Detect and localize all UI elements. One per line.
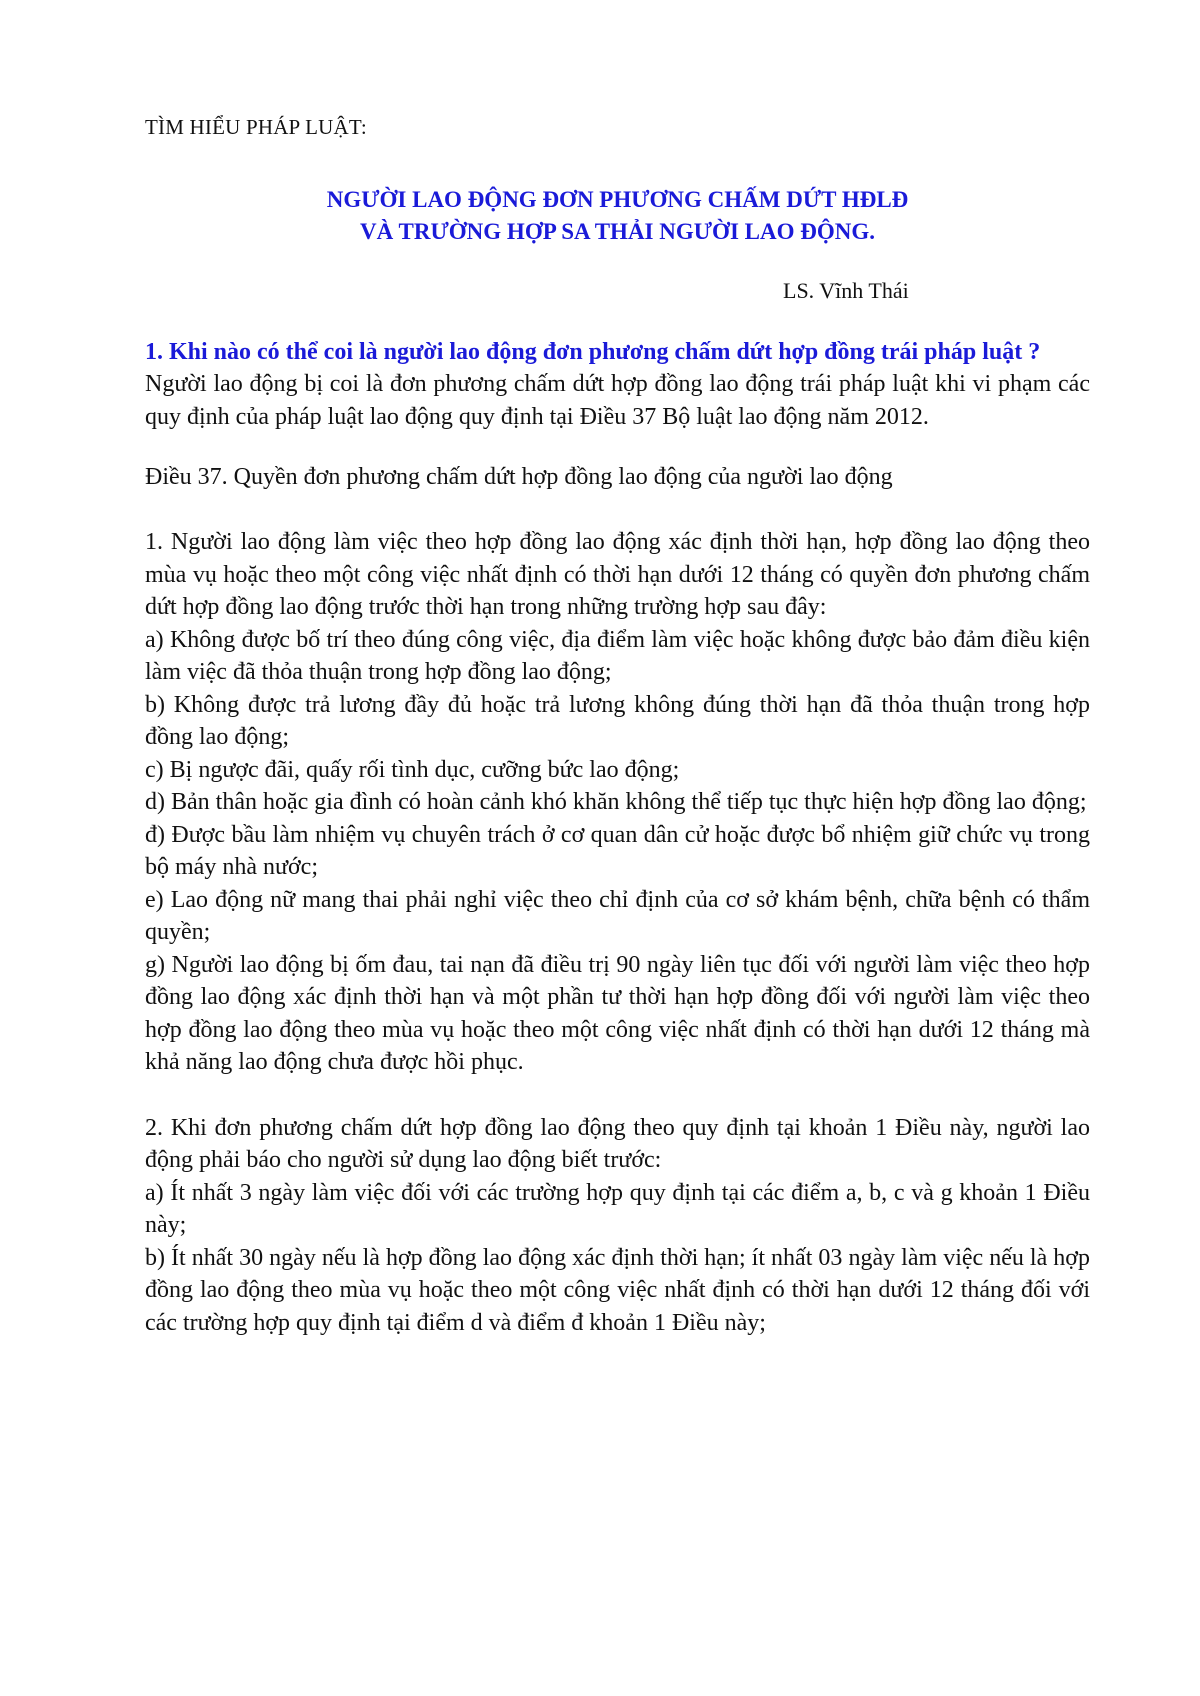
kicker-label: TÌM HIỂU PHÁP LUẬT: xyxy=(145,115,367,139)
clause-1-item-e: e) Lao động nữ mang thai phải nghỉ việc theo chỉ định của cơ sở khám bệnh, chữa bệnh có thẩm quyền; xyxy=(145,886,1090,945)
title-line-2: VÀ TRƯỜNG HỢP SA THẢI NGƯỜI LAO ĐỘNG. xyxy=(359,219,875,244)
clause-1-item-a: a) Không được bố trí theo đúng công việc, địa điểm làm việc hoặc không được bảo đảm điều kiện làm việc đã thỏa thuận trong hợp đồng lao động; xyxy=(145,626,1090,685)
clause-1-text: 1. Người lao động làm việc theo hợp đồng lao động xác định thời hạn, hợp đồng lao động theo mùa vụ hoặc theo một công việc nhất định có thời hạn dưới 12 tháng có quyền đơn phương chấm dứt hợp đồng lao động trước thời hạn trong những trường hợp sau đây: xyxy=(145,529,1090,620)
author-byline: LS. Vĩnh Thái xyxy=(783,278,909,303)
document-page xyxy=(145,112,1090,1339)
clause-2-item-b: b) Ít nhất 30 ngày nếu là hợp đồng lao động xác định thời hạn; ít nhất 03 ngày làm việc nếu là hợp đồng lao động theo mùa vụ hoặc theo một công việc nhất định có thời hạn dưới 12 tháng đối với các trường hợp quy định tại điểm d và điểm đ khoản 1 Điều này; xyxy=(145,1244,1090,1336)
clause-2-item-a: a) Ít nhất 3 ngày làm việc đối với các trường hợp quy định tại các điểm a, b, c và g khoản 1 Điều này; xyxy=(145,1179,1090,1238)
clause-1-item-dd: đ) Được bầu làm nhiệm vụ chuyên trách ở cơ quan dân cử hoặc được bổ nhiệm giữ chức vụ trong bộ máy nhà nước; xyxy=(145,821,1090,880)
title-line-1: NGƯỜI LAO ĐỘNG ĐƠN PHƯƠNG CHẤM DỨT HĐLĐ xyxy=(326,187,909,212)
clause-1-item-b: b) Không được trả lương đầy đủ hoặc trả lương không đúng thời hạn đã thỏa thuận trong hợp đồng lao động; xyxy=(145,691,1090,750)
article-37-title: Điều 37. Quyền đơn phương chấm dứt hợp đồng lao động của người lao động xyxy=(145,464,893,490)
clause-2-text: 2. Khi đơn phương chấm dứt hợp đồng lao động theo quy định tại khoản 1 Điều này, người lao động phải báo cho người sử dụng lao động biết trước: xyxy=(145,1114,1090,1173)
document-title xyxy=(145,184,1090,248)
clause-1-item-d: d) Bản thân hoặc gia đình có hoàn cảnh khó khăn không thể tiếp tục thực hiện hợp đồng lao động; xyxy=(145,789,1087,815)
section-1-heading: 1. Khi nào có thể coi là người lao động đơn phương chấm dứt hợp đồng trái pháp luật ? xyxy=(145,339,1041,365)
clause-1-item-c: c) Bị ngược đãi, quấy rối tình dục, cưỡng bức lao động; xyxy=(145,756,680,783)
section-1-intro: Người lao động bị coi là đơn phương chấm dứt hợp đồng lao động trái pháp luật khi vi phạm các quy định của pháp luật lao động quy định tại Điều 37 Bộ luật lao động năm 2012. xyxy=(145,371,1090,430)
clause-1-item-g: g) Người lao động bị ốm đau, tai nạn đã điều trị 90 ngày liên tục đối với người làm việc theo hợp đồng lao động xác định thời hạn và một phần tư thời hạn hợp đồng đối với người làm việc theo hợp đồng lao động theo mùa vụ hoặc theo một công việc nhất định có thời hạn dưới 12 tháng mà khả năng lao động chưa được hồi phục. xyxy=(145,951,1090,1075)
